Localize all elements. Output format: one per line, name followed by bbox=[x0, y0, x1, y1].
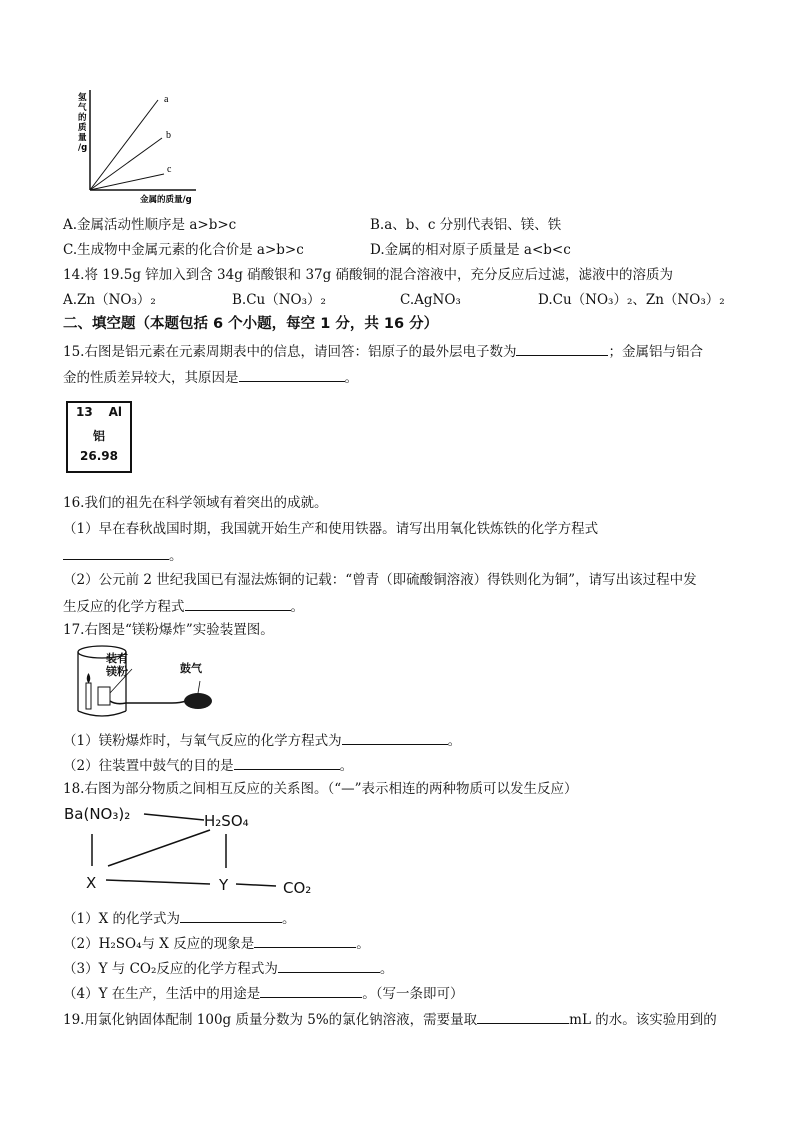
graph-label-b: b bbox=[166, 130, 171, 141]
element-name: 铝 bbox=[92, 429, 105, 443]
graph-ylabel-char: 气 bbox=[78, 103, 87, 113]
q15-text-2a: 金的性质差异较大，其原因是 bbox=[63, 370, 239, 386]
q15-blank-2[interactable] bbox=[239, 367, 345, 382]
edge-y-co2 bbox=[236, 884, 276, 886]
q14-option-a: A.Zn（NO₃）₂ bbox=[63, 292, 156, 308]
graph-label-a: a bbox=[164, 94, 169, 105]
node-y: Y bbox=[219, 876, 229, 894]
graph-ylabel-char: 量 bbox=[78, 133, 87, 143]
graph-line-a bbox=[90, 100, 158, 190]
q17-part1-end: 。 bbox=[447, 733, 462, 749]
graph-ylabel-char: 氢 bbox=[78, 93, 87, 103]
powder-container bbox=[98, 687, 110, 705]
q16-part2b bbox=[63, 596, 304, 616]
q15-blank-1[interactable] bbox=[516, 341, 608, 356]
q16-part2-text: 生反应的化学方程式 bbox=[63, 599, 185, 615]
q16-part1-end: 。 bbox=[169, 548, 183, 564]
q17-label-powder: 装有镁粉 bbox=[106, 652, 128, 678]
q18-part4-text: （4）Y 在生产，生活中的用途是 bbox=[63, 986, 261, 1002]
graph-ylabel-char: 的 bbox=[78, 113, 87, 123]
q15-text-2b: 。 bbox=[344, 370, 358, 386]
q18-stem: 18.右图为部分物质之间相互反应的关系图。（“—”表示相连的两种物质可以发生反应） bbox=[63, 781, 578, 797]
element-symbol: Al bbox=[108, 405, 122, 419]
node-h2so4: H₂SO₄ bbox=[204, 812, 249, 830]
q18-part4-end: 。（写一条即可） bbox=[362, 986, 464, 1002]
q18-part2-end: 。 bbox=[356, 936, 370, 952]
magnesium-explosion-apparatus bbox=[72, 643, 222, 723]
q17-part1 bbox=[63, 730, 461, 750]
q16-blank-2[interactable] bbox=[185, 596, 291, 611]
q18-part3-text: （3）Y 与 CO₂反应的化学方程式为 bbox=[63, 961, 278, 977]
q18-part1-text: （1）X 的化学式为 bbox=[63, 911, 180, 927]
q14-option-c: C.AgNO₃ bbox=[400, 292, 461, 308]
edge-x-y bbox=[106, 880, 210, 884]
q16-part2-end: 。 bbox=[290, 599, 304, 615]
q15-line2 bbox=[63, 367, 358, 387]
q13-option-d: D.金属的相对原子质量是 a<b<c bbox=[370, 242, 571, 258]
edge-x-h2so4 bbox=[108, 830, 210, 866]
q19-text-a: 19.用氯化钠固体配制 100g 质量分数为 5%的氯化钠溶液，需要量取 bbox=[63, 1012, 478, 1028]
air-bulb bbox=[184, 693, 212, 709]
q17-stem: 17.右图是“镁粉爆炸”实验装置图。 bbox=[63, 622, 274, 638]
atomic-mass: 26.98 bbox=[80, 449, 118, 463]
cylinder-bottom bbox=[78, 711, 126, 716]
q15-line1 bbox=[63, 341, 703, 361]
q16-stem: 16.我们的祖先在科学领域有着突出的成就。 bbox=[63, 495, 328, 511]
graph-xlabel: 金属的质量/g bbox=[140, 195, 192, 205]
q18-blank-4[interactable] bbox=[260, 983, 362, 998]
q18-part4 bbox=[63, 983, 464, 1003]
q17-blank-2[interactable] bbox=[234, 755, 340, 770]
section-heading: 二、填空题（本题包括 6 个小题，每空 1 分，共 16 分） bbox=[63, 316, 439, 332]
graph-ylabel-char: /g bbox=[78, 143, 88, 153]
q19-blank-1[interactable] bbox=[477, 1009, 569, 1024]
bulb-pointer bbox=[198, 681, 200, 693]
candle-flame-icon bbox=[87, 673, 91, 683]
q17-part2-end: 。 bbox=[339, 758, 354, 774]
q18-part1 bbox=[63, 908, 296, 928]
candle bbox=[86, 683, 91, 709]
q15-text-1a: 15.右图是铝元素在元素周期表中的信息，请回答：铝原子的最外层电子数为 bbox=[63, 344, 517, 360]
q17-blank-1[interactable] bbox=[342, 730, 448, 745]
q18-part2-text: （2）H₂SO₄与 X 反应的现象是 bbox=[63, 936, 255, 952]
q19-line1 bbox=[63, 1009, 717, 1029]
q14-stem: 14.将 19.5g 锌加入到含 34g 硝酸银和 37g 硝酸铜的混合溶液中，充分反应后过滤，滤液中的溶质为 bbox=[63, 267, 674, 283]
atomic-number: 13 bbox=[76, 405, 93, 419]
q19-text-b: mL 的水。该实验用到的 bbox=[569, 1012, 717, 1028]
graph-ylabel-char: 质 bbox=[78, 123, 87, 133]
aluminum-element-cell bbox=[66, 401, 132, 473]
edge-bano3-h2so4 bbox=[144, 814, 204, 820]
q18-blank-2[interactable] bbox=[254, 933, 356, 948]
q17-part2-text: （2）往装置中鼓气的目的是 bbox=[63, 758, 234, 774]
q18-part1-end: 。 bbox=[282, 911, 296, 927]
node-bano3: Ba(NO₃)₂ bbox=[64, 805, 131, 823]
q17-part2 bbox=[63, 755, 353, 775]
q15-text-1b: ；金属铝与铝合 bbox=[608, 344, 703, 360]
q18-blank-3[interactable] bbox=[278, 958, 380, 973]
q16-part1-answer bbox=[63, 545, 183, 565]
q13-option-c: C.生成物中金属元素的化合价是 a>b>c bbox=[63, 242, 304, 258]
node-co2: CO₂ bbox=[283, 879, 312, 897]
q16-part1: （1）早在春秋战国时期，我国就开始生产和使用铁器。请写出用氧化铁炼铁的化学方程式 bbox=[63, 521, 599, 537]
graph-label-c: c bbox=[167, 164, 172, 175]
q16-part2a: （2）公元前 2 世纪我国已有湿法炼铜的记载：“曾青（即硫酸铜溶液）得铁则化为铜”，请写出该过程中发 bbox=[63, 572, 697, 588]
q17-label-blow: 鼓气 bbox=[180, 662, 202, 675]
q18-part2 bbox=[63, 933, 370, 953]
metal-hydrogen-graph bbox=[70, 86, 200, 208]
q18-blank-1[interactable] bbox=[180, 908, 282, 923]
q17-part1-text: （1）镁粉爆炸时，与氧气反应的化学方程式为 bbox=[63, 733, 342, 749]
node-x: X bbox=[86, 874, 97, 892]
q13-option-b: B.a、b、c 分别代表铝、镁、铁 bbox=[370, 217, 562, 233]
q14-option-d: D.Cu（NO₃）₂、Zn（NO₃）₂ bbox=[538, 292, 725, 308]
q18-part3 bbox=[63, 958, 393, 978]
q16-blank-1[interactable] bbox=[63, 545, 169, 560]
q13-option-a: A.金属活动性顺序是 a>b>c bbox=[63, 217, 237, 233]
air-tube bbox=[110, 701, 186, 704]
q14-option-b: B.Cu（NO₃）₂ bbox=[232, 292, 326, 308]
q18-part3-end: 。 bbox=[379, 961, 394, 977]
